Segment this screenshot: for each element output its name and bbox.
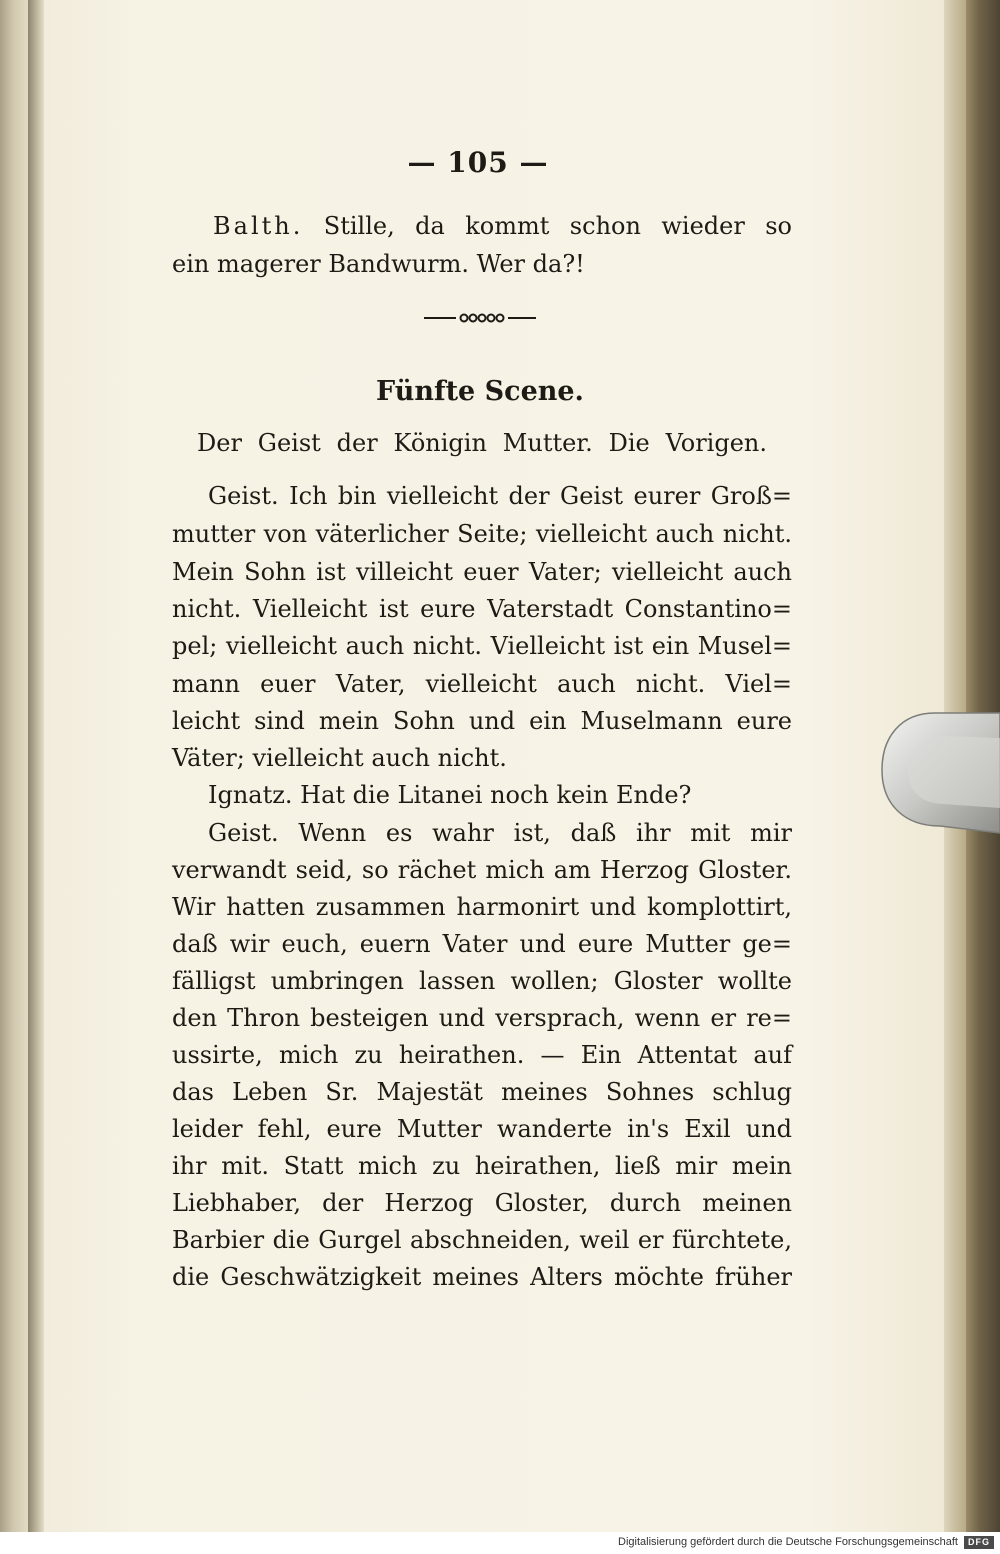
text-line: mann euer Vater, vielleicht auch nicht. Viel= [172, 670, 792, 698]
text-line: Väter; vielleicht auch nicht. [172, 744, 507, 772]
text-line: ein magerer Bandwurm. Wer da?! [172, 250, 585, 278]
text-line: den Thron besteigen und versprach, wenn er re= [172, 1004, 792, 1032]
text-line: Geist. Ich bin vielleicht der Geist eurer Groß= [208, 482, 792, 510]
scene-heading: Fünfte Scene. [376, 376, 584, 407]
text-line: daß wir euch, euern Vater und eure Mutter ge= [172, 930, 792, 958]
section-ornament [420, 310, 540, 326]
text-line: Geist. Wenn es wahr ist, daß ihr mit mir [208, 819, 792, 847]
text-line: pel; vielleicht auch nicht. Vielleicht ist ein Musel= [172, 632, 792, 660]
text-line: ihr mit. Statt mich zu heirathen, ließ mir mein [172, 1152, 792, 1180]
text-line: Liebhaber, der Herzog Gloster, durch meinen [172, 1189, 792, 1217]
text-line: nicht. Vielleicht ist eure Vaterstadt Constantino= [172, 595, 792, 623]
text-line: leicht sind mein Sohn und ein Muselmann eure [172, 707, 792, 735]
dfg-logo: DFG [964, 1536, 994, 1549]
text-line: Mein Sohn ist villeicht euer Vater; vielleicht auch [172, 558, 792, 586]
speaker-balth: Balth. [213, 212, 304, 240]
text-line: leider fehl, eure Mutter wanderte in's Exil und [172, 1115, 792, 1143]
page-clip [880, 708, 1000, 838]
text-line [213, 208, 792, 244]
text-line: Barbier die Gurgel abschneiden, weil er fürchtete, [172, 1226, 792, 1254]
text-line: verwandt seid, so rächet mich am Herzog Gloster. [172, 856, 792, 884]
footer-credit: Digitalisierung gefördert durch die Deutsche Forschungsgemeinschaft [618, 1536, 958, 1548]
scene-persons: Der Geist der Königin Mutter. Die Vorigen. [197, 429, 767, 457]
line-balth-1: Stille, da kommt schon wieder so [323, 212, 792, 240]
text-line: Wir hatten zusammen harmonirt und komplottirt, [172, 893, 792, 921]
text-line: mutter von väterlicher Seite; vielleicht auch nicht. [172, 520, 792, 548]
page-number: — 105 — [407, 146, 549, 179]
text-line: ussirte, mich zu heirathen. — Ein Attentat auf [172, 1041, 792, 1069]
text-line: Ignatz. Hat die Litanei noch kein Ende? [208, 781, 692, 809]
text-line: das Leben Sr. Majestät meines Sohnes schlug [172, 1078, 792, 1106]
footer-bar [0, 1532, 1000, 1554]
text-line: die Geschwätzigkeit meines Alters möchte früher [172, 1263, 792, 1291]
text-line: fälligst umbringen lassen wollen; Gloster wollte [172, 967, 792, 995]
